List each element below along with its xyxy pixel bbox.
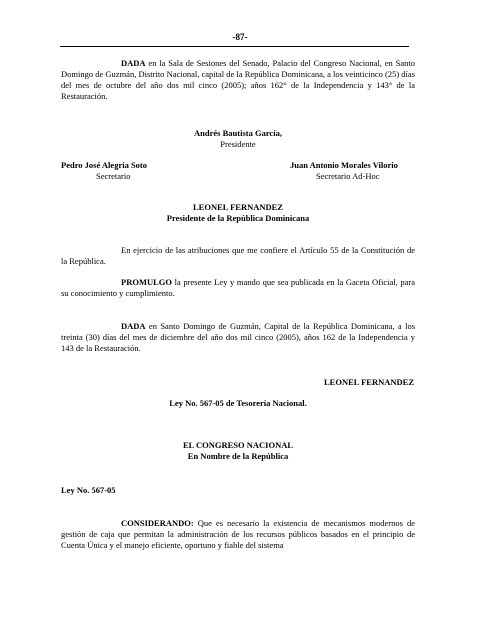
dada-text: en la Sala de Sesiones del Senado, Palacio del Congreso Nacional, en Santo Domingo de Guzmán, Distrito Nacional, capital de la República Dominicana, a los veinticinco (25) días del mes de octubre del año dos mil cinco (2005); años 162° de la Independencia y 143° de la Restauración.	[61, 58, 415, 101]
law-title: Ley No. 567-05 de Tesorería Nacional.	[169, 398, 307, 408]
dada-paragraph-senate	[61, 58, 415, 102]
dada-2-lead: DADA	[121, 321, 146, 331]
dada-2-text: en Santo Domingo de Guzmán, Capital de la República Dominicana, a los treinta (30) días del mes de diciembre del año dos mil cinco (2005), años 162 de la Independencia y 143 de la Restauración.	[61, 321, 415, 353]
considerando-text: Que es necesario la existencia de mecanismos modernos de gestión de caja que permitan la administración de los recursos públicos basados en el principio de Cuenta Única y el manejo eficiente, oportuno y fiable del sistema	[61, 518, 415, 550]
executive-name: LEONEL FERNANDEZ	[193, 202, 283, 212]
header-rule	[60, 46, 409, 47]
considerando-paragraph	[61, 518, 415, 551]
secretary-2-title: Secretario Ad-Hoc	[316, 171, 380, 181]
promulgo-paragraph	[61, 277, 415, 299]
executive-title: Presidente de la República Dominicana	[166, 213, 310, 223]
page-number: -87-	[232, 32, 248, 42]
promulgo-text: la presente Ley y mando que sea publicada en la Gaceta Oficial, para su conocimiento y cumplimiento.	[61, 277, 415, 298]
signature-name: LEONEL FERNANDEZ	[324, 377, 414, 387]
president-name: Andrés Bautista García,	[194, 128, 282, 138]
congress-heading: EL CONGRESO NACIONAL	[182, 440, 294, 450]
secretary-1-title: Secretario	[96, 171, 131, 181]
secretary-1-name: Pedro José Alegria Soto	[61, 160, 148, 170]
considerando-lead: CONSIDERANDO:	[121, 518, 194, 528]
law-number: Ley No. 567-05	[61, 485, 116, 495]
secretary-2-name: Juan Antonio Morales Vilorio	[290, 160, 398, 170]
exercise-paragraph: En ejercicio de las atribuciones que me confiere el Artículo 55 de la Constitución de la República.	[61, 245, 415, 266]
dada-paragraph-promulgation	[61, 321, 415, 354]
promulgo-lead: PROMULGO	[121, 277, 172, 287]
president-title: Presidente	[220, 139, 256, 149]
congress-subheading: En Nombre de la República	[187, 451, 289, 461]
dada-lead: DADA	[121, 58, 146, 68]
